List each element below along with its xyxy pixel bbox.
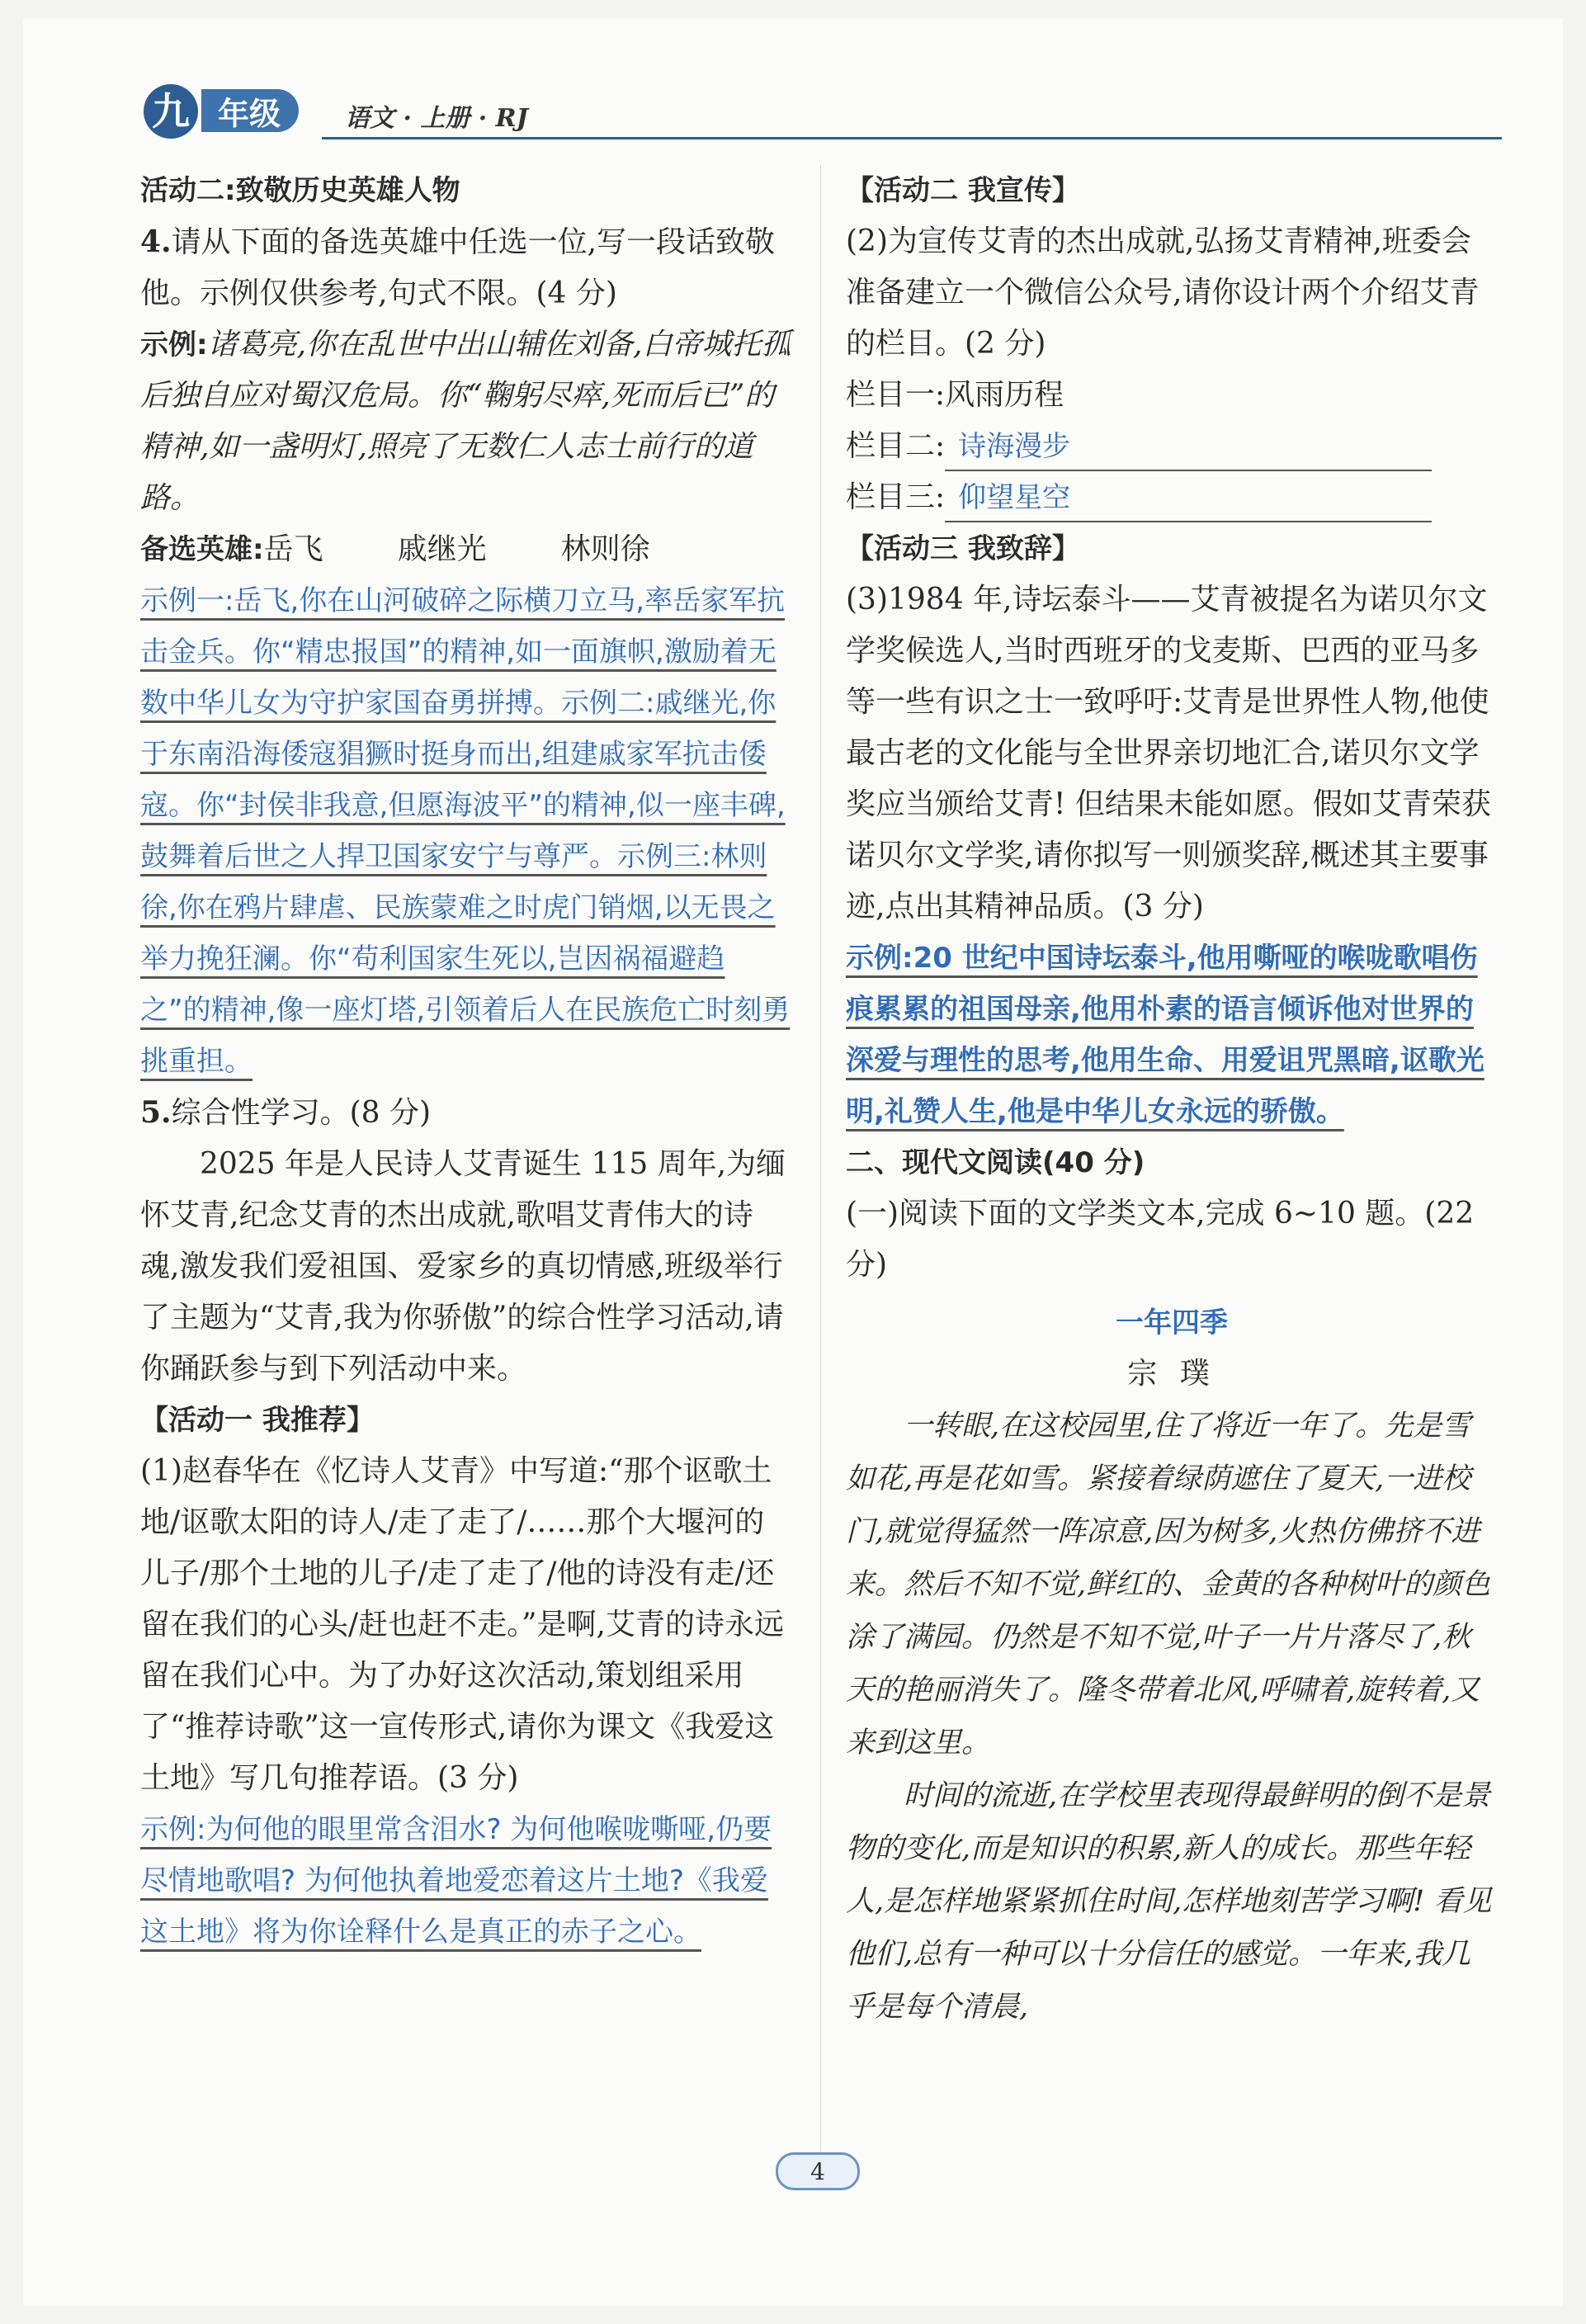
hero-2: 戚继光 (397, 532, 487, 566)
grade-circle: 九 (144, 84, 198, 139)
q5-1-answer-block (140, 1804, 792, 1958)
column-3 (846, 472, 1498, 523)
page-number: 4 (776, 2152, 860, 2190)
q5-3-answer: 示例:20 世纪中国诗坛泰斗,他用嘶哑的喉咙歌唱伤痕累累的祖国母亲,他用朴素的语言倾诉他对世界的深爱与理性的思考,他用生命、用爱诅咒黑暗,讴歌光明,礼赞人生,他是中华儿女永远的骄傲。 (846, 942, 1485, 1128)
column-3-answer: 仰望星空 (958, 481, 1071, 514)
header (132, 79, 1502, 145)
q5-number: 5. (140, 1095, 172, 1130)
column-2-label: 栏目二: (846, 429, 946, 463)
question-4 (140, 216, 792, 319)
hero-3: 林则徐 (560, 532, 650, 566)
heroes-line (140, 524, 792, 575)
column-2 (846, 421, 1498, 472)
q5-intro: 2025 年是人民诗人艾青诞生 115 周年,为缅怀艾青,纪念艾青的杰出成就,歌唱艾青伟大的诗魂,激发我们爱祖国、爱家乡的真切情感,班级举行了主题为“艾青,我为你骄傲”的综合性学习活动,请你踊跃参与到下列活动中来。 (140, 1147, 786, 1386)
question-5 (140, 1087, 792, 1139)
column-2-blank (945, 423, 1432, 471)
page-number-badge (766, 2146, 865, 2192)
q5-3-answer-block (846, 933, 1498, 1137)
q4-number: 4. (140, 224, 172, 259)
column-3-label: 栏目三: (846, 480, 946, 514)
activity2-title: 活动二:致敬历史英雄人物 (140, 174, 460, 207)
q5-2-text: (2)为宣传艾青的杰出成就,弘扬艾青精神,班委会准备建立一个微信公众号,请你设计两个介绍艾青的栏目。(2 分) (846, 224, 1480, 361)
hero-1: 岳飞 (263, 532, 323, 566)
section-2-title: 二、现代文阅读(40 分) (846, 1146, 1145, 1179)
example-text: 诸葛亮,你在乱世中出山辅佐刘备,白帝城托孤后独自应对蜀汉危局。你“鞠躬尽瘁,死而后已”的精神,如一盏明灯,照亮了无数仁人志士前行的道路。 (140, 328, 791, 515)
subject-label: 语文 · 上册 · RJ (345, 104, 528, 133)
q4-answer-block (140, 575, 792, 1087)
column-divider (820, 165, 821, 2162)
heroes-label: 备选英雄: (140, 533, 264, 566)
q4-answer: 示例一:岳飞,你在山河破碎之际横刀立马,率岳家军抗击金兵。你“精忠报国”的精神,如一面旗帜,激励着无数中华儿女为守护家国奋勇拼搏。示例二:戚继光,你于东南沿海倭寇猖獗时挺身而出,组建戚家军抗击倭寇。你“封侯非我意,但愿海波平”的精神,似一座丰碑,鼓舞着后世之人捍卫国家安宁与尊严。示例三:林则徐,你在鸦片肆虐、民族蒙难之时虎门销烟,以无畏之举力挽狂澜。你“苟利国家生死以,岂因祸福避趋之”的精神,像一座灯塔,引领着后人在民族危亡时刻勇挑重担。 (140, 584, 791, 1078)
story-paragraph-1: 一转眼,在这校园里,住了将近一年了。先是雪如花,再是花如雪。紧接着绿荫遮住了夏天,一进校门,就觉得猛然一阵凉意,因为树多,火热仿佛挤不进来。然后不知不觉,鲜红的、金黄的各种树叶的颜色涂了满园。仍然是不知不觉,叶子一片片落尽了,秋天的艳丽消失了。隆冬带着北风,呼啸着,旋转着,又来到这里。 (846, 1410, 1491, 1760)
right-column (846, 165, 1498, 2034)
grade-badge (132, 79, 330, 140)
left-column (140, 165, 792, 1958)
q4-text: 请从下面的备选英雄中任选一位,写一段话致敬他。示例仅供参考,句式不限。(4 分) (140, 225, 776, 310)
grade-word: 年级 (201, 89, 299, 132)
q4-example (140, 319, 792, 524)
activity3-title: 【活动三 我致辞】 (846, 532, 1080, 565)
reading-intro: (一)阅读下面的文学类文本,完成 6~10 题。(22 分) (846, 1197, 1475, 1282)
column-1: 栏目一:风雨历程 (846, 378, 1064, 412)
example-label: 示例: (140, 328, 208, 361)
activity2-publicity-title: 【活动二 我宣传】 (846, 174, 1080, 207)
story-author: 宗 璞 (1127, 1357, 1216, 1391)
q5-1-answer: 示例:为何他的眼里常含泪水? 为何他喉咙嘶哑,仍要尽情地歌唱? 为何他执着地爱恋着这片土地?《我爱这土地》将为你诠释什么是真正的赤子之心。 (140, 1813, 772, 1948)
story-title: 一年四季 (1116, 1306, 1228, 1339)
column-2-answer: 诗海漫步 (958, 430, 1071, 463)
story-paragraph-2: 时间的流逝,在学校里表现得最鲜明的倒不是景物的变化,而是知识的积累,新人的成长。那些年轻人,是怎样地紧紧抓住时间,怎样地刻苦学习啊! 看见他们,总有一种可以十分信任的感觉。一年来,我几乎是每个清晨, (846, 1779, 1492, 2024)
q5-text: 综合性学习。(8 分) (171, 1096, 432, 1130)
q5-3-text: (3)1984 年,诗坛泰斗——艾青被提名为诺贝尔文学奖候选人,当时西班牙的戈麦斯、巴西的亚马多等一些有识之士一致呼吁:艾青是世界性人物,他使最古老的文化能与全世界亲切地汇合,诺贝尔文学奖应当颁给艾青! 但结果未能如愿。假如艾青荣获诺贝尔文学奖,请你拟写一则颁奖辞,概述其主要事迹,点出其精神品质。(3 分) (846, 583, 1491, 923)
q5-1-text: (1)赵春华在《忆诗人艾青》中写道:“那个讴歌土地/讴歌太阳的诗人/走了走了/……那个大堰河的儿子/那个土地的儿子/走了走了/他的诗没有走/还留在我们的心头/赶也赶不走。”是啊,艾青的诗永远留在我们心中。为了办好这次活动,策划组采用了“推荐诗歌”这一宣传形式,请你为课文《我爱这土地》写几句推荐语。(3 分) (140, 1454, 784, 1795)
activity1-title: 【活动一 我推荐】 (140, 1404, 375, 1437)
header-rule (322, 137, 1502, 139)
column-3-blank (945, 475, 1432, 522)
